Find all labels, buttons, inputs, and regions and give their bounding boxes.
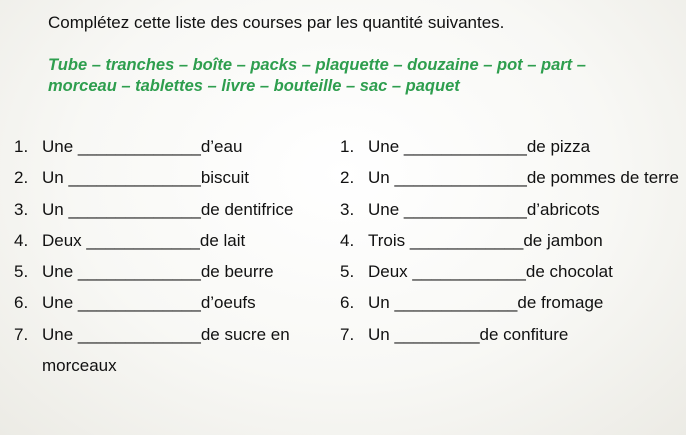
list-item <box>340 199 684 230</box>
list-item <box>340 292 684 323</box>
item-number: 6. <box>14 293 29 313</box>
list-item <box>14 292 334 323</box>
item-number: 3. <box>14 199 29 219</box>
item-text: Une _____________d’eau <box>42 137 243 156</box>
item-text: Une _____________de pizza <box>368 137 591 156</box>
left-exercise-list <box>14 136 334 377</box>
item-number: 1. <box>340 137 355 156</box>
item-number: 2. <box>14 168 29 188</box>
list-item <box>340 324 684 355</box>
item-text: Un ______________de pommes de terre <box>368 168 679 188</box>
list-item <box>340 167 684 198</box>
list-item <box>14 167 334 198</box>
list-item <box>340 230 684 261</box>
item-continuation: morceaux <box>42 356 117 376</box>
item-number: 2. <box>340 168 355 188</box>
item-text: Un ______________de dentifrice <box>42 199 294 219</box>
word-bank: Tube – tranches – boîte – packs – plaquette – douzaine – pot – part – morceau – tablettes – livre – bouteille – sac – paquet <box>48 56 586 95</box>
list-item <box>14 136 334 167</box>
list-item <box>14 261 334 292</box>
list-item <box>14 324 334 377</box>
item-number: 5. <box>14 262 29 282</box>
item-text: Deux ____________de lait <box>42 230 246 250</box>
instruction-text: Complétez cette liste des courses par les quantité suivantes. <box>48 13 505 32</box>
item-body <box>42 324 290 377</box>
list-item <box>14 230 334 261</box>
item-number: 7. <box>14 324 29 344</box>
item-text: Trois ____________de jambon <box>368 230 603 250</box>
item-number: 4. <box>14 230 29 250</box>
item-text: Une _____________de sucre en <box>42 324 290 344</box>
item-text: Un _________de confiture <box>368 324 569 344</box>
item-number: 7. <box>340 324 355 344</box>
list-item <box>340 136 684 167</box>
item-text: Deux ____________de chocolat <box>368 262 613 282</box>
item-text: Une _____________d’oeufs <box>42 293 256 313</box>
item-text: Une _____________de beurre <box>42 262 274 282</box>
item-text: Un _____________de fromage <box>368 293 604 313</box>
item-text: Une _____________d’abricots <box>368 199 600 219</box>
item-number: 1. <box>14 137 29 156</box>
list-item <box>14 199 334 230</box>
item-number: 4. <box>340 230 355 250</box>
item-number: 6. <box>340 293 355 313</box>
right-exercise-list <box>340 136 684 355</box>
item-number: 3. <box>340 199 355 219</box>
item-number: 5. <box>340 262 355 282</box>
list-item <box>340 261 684 292</box>
item-text: Un ______________biscuit <box>42 168 250 188</box>
